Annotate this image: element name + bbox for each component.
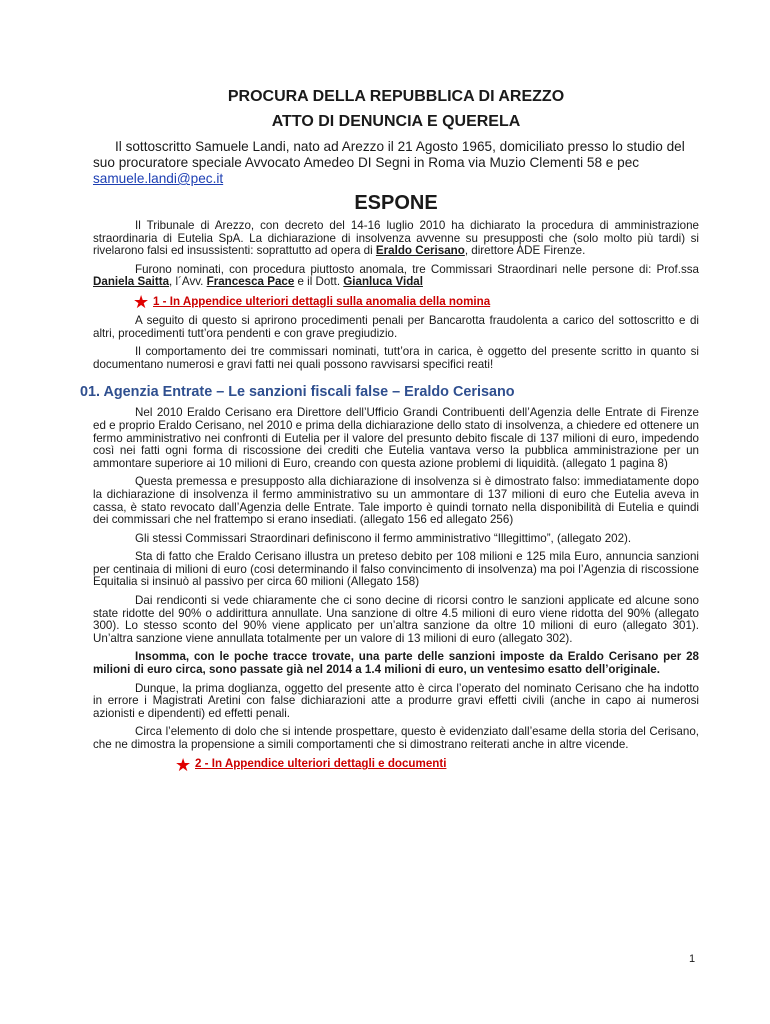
person-name: Gianluca Vidal <box>343 275 423 289</box>
appendix-link-text[interactable]: 1 - In Appendice ulteriori dettagli sulla anomalia della nomina <box>153 294 491 308</box>
paragraph: Gli stessi Commissari Straordinari definiscono il fermo amministrativo “Illegittimo”, (allegato 202). <box>135 531 632 545</box>
paragraph-text: Furono nominati, con procedura piuttosto anomala, tre Commissari Straordinari nelle persone di: Prof.ssa <box>135 262 699 276</box>
paragraph-procedimenti: A seguito di questo si aprirono procedimenti penali per Bancarotta fraudolenta a carico del sottoscritto e di altri, procedimenti tutt’ora pendenti e con grave pregiudizio. <box>93 313 699 340</box>
espone-heading: ESPONE <box>354 192 438 214</box>
page-title: PROCURA DELLA REPUBBLICA DI AREZZO <box>227 88 565 105</box>
paragraph: Circa l’elemento di dolo che si intende prospettare, questo è evidenziato dall’esame della storia del Cerisano, che ne dimostra la propensione a simili comportamenti che si dimostrano reiterati anche in altre vicende. <box>93 725 699 751</box>
paragraph-commissari <box>93 264 699 289</box>
paragraph-comportamento: Il comportamento dei tre commissari nominati, tutt’ora in carica, è oggetto del presente scritto in quanto si documentano numerosi e gravi fatti nei quali possono ravvisarsi specifici reati! <box>93 345 699 371</box>
document-page <box>80 88 699 778</box>
intro-paragraph <box>93 139 699 187</box>
paragraph-text: , l´Avv. <box>169 275 207 289</box>
paragraph: Nel 2010 Eraldo Cerisano era Direttore dell’Ufficio Grandi Contribuenti dell’Agenzia delle Entrate di Firenze ed e proprio Eraldo Cerisano, nel 2010 e prima della dichiarazione dello stato di insolvenza, a chiedere ed ottenere un fermo amministrativo nei confronti di Eutelia per il valore del presunto debito fiscale di 137 milioni di euro, impedendo così nei fatti ogni forma di riscossione dei crediti che Eutelia vantava verso la pubblica amministrazione per un ammontare superiore ai 10 milioni di Euro, creando con questa azione problemi di liquidità. (allegato 1 pagina 8) <box>93 406 699 470</box>
paragraph: Dunque, la prima doglianza, oggetto del presente atto è circa l’operato del nominato Cerisano che ha indotto in errore i Magistrati Aretini con false dichiarazioni atte a produrre gravi effetti civili (anche in capo ai numerosi azionisti e dipendenti) ed effetti penali. <box>93 681 699 720</box>
paragraph: Sta di fatto che Eraldo Cerisano illustra un preteso debito per 108 milioni e 125 mila Euro, annuncia sanzioni per centinaia di milioni di euro (cosi determinando il falso convincimento di insolvenza) ma poi l’Agenzia di riscossione Equitalia si insinuò al passivo per circa 60 milioni (Allegato 158) <box>93 550 699 589</box>
section-heading-01: 01. Agenzia Entrate – Le sanzioni fiscali false – Eraldo Cerisano <box>80 384 515 401</box>
intro-text: Il sottoscritto Samuele Landi, nato ad Arezzo il 21 Agosto 1965, domiciliato presso lo studio del suo procuratore speciale Avvocato Amedeo DI Segni in Roma via Muzio Clementi 58 e pec <box>93 139 685 170</box>
person-name: Eraldo Cerisano <box>375 244 465 258</box>
email-link[interactable]: samuele.landi@pec.it <box>93 171 224 186</box>
person-name: Francesca Pace <box>206 275 295 289</box>
paragraph-tribunale <box>93 220 699 258</box>
appendix-link-2[interactable] <box>175 754 699 775</box>
paragraph-text: e il Dott. <box>294 275 344 289</box>
star-icon: ★ <box>175 754 192 775</box>
appendix-link-1[interactable] <box>133 291 699 312</box>
appendix-link-text[interactable]: 2 - In Appendice ulteriori dettagli e documenti <box>195 757 447 771</box>
paragraph: Dai rendiconti si vede chiaramente che ci sono decine di ricorsi contro le sanzioni applicate ed alcune sono state ridotte del 90% o addirittura annullate. Una sanzione di oltre 4.5 milioni di euro viene ridotta del 90% (allegato 300). Lo stesso sconto del 90% viene applicato per un’altra sanzione da oltre 10 milioni di euro (allegato 301). Un’altra sanzione viene annullata totalmente per un valore di 13 milioni di euro (allegato 302). <box>93 594 699 645</box>
page-number: 1 <box>689 953 696 965</box>
paragraph: Questa premessa e presupposto alla dichiarazione di insolvenza si è dimostrato falso: immediatamente dopo la dichiarazione di insolvenza il fermo amministrativo su un ammontare di 137 milioni di euro che Eutelia aveva in cassa, è stato revocato dall’Agenzia delle Entrate. Tale importo è quindi tornato nella disponibilità di Eutelia e quindi dei commissari che nel frattempo si erano insediati. (allegato 156 ed allegato 256) <box>93 475 699 527</box>
paragraph-bold-summary: Insomma, con le poche tracce trovate, una parte delle sanzioni imposte da Eraldo Cerisano per 28 milioni di euro circa, sono passate già nel 2014 a 1.4 milioni di euro, un ventesimo esatto dell’originale. <box>93 650 699 677</box>
paragraph-text: Il Tribunale di Arezzo, con decreto del 14-16 luglio 2010 ha dichiarato la procedura di amministrazione straordinaria di Eutelia SpA. La dichiarazione di insolvenza avvenne su presupposti che (solo molto più tardi) si rivelarono falsi ed insussistenti: soprattutto ad opera di <box>93 219 699 258</box>
page-subtitle: ATTO DI DENUNCIA E QUERELA <box>271 113 521 130</box>
person-name: Daniela Saitta <box>93 275 170 289</box>
star-icon: ★ <box>133 291 150 312</box>
paragraph-text: , direttore ADE Firenze. <box>464 244 586 258</box>
